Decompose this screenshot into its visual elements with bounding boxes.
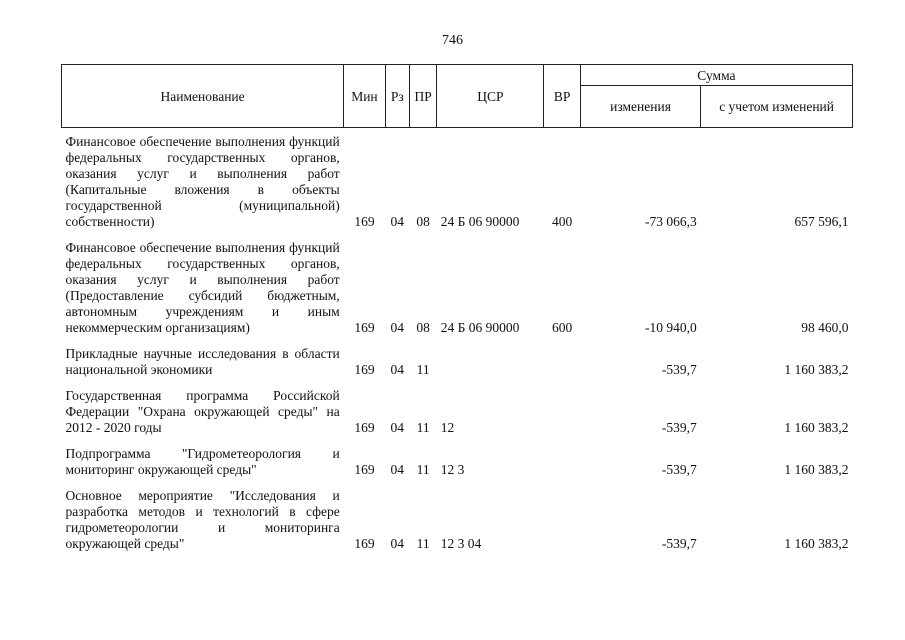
row-changes: -10 940,0 <box>644 320 697 335</box>
row-csr: 12 3 04 <box>440 536 482 551</box>
table-row <box>62 232 853 338</box>
row-vr <box>544 480 580 554</box>
row-csr: 24 Б 06 90000 <box>440 320 520 335</box>
row-changes: -539,7 <box>661 462 697 477</box>
row-rz: 04 <box>390 462 405 477</box>
table-row <box>62 128 853 233</box>
row-min: 169 <box>354 362 375 377</box>
table-row <box>62 380 853 438</box>
header-pr: ПР <box>409 65 436 128</box>
row-csr: 24 Б 06 90000 <box>440 214 520 229</box>
row-name: Финансовое обеспечение выполнения функций федеральных государственных органов, оказания услуг и выполнения работ (Капитальные вложения в объекты государственной (муниципальной) собственности) <box>65 134 340 229</box>
header-name: Наименование <box>62 65 344 128</box>
row-name: Прикладные научные исследования в области национальной экономики <box>65 346 340 377</box>
row-csr: 12 3 <box>440 462 465 477</box>
row-changes: -539,7 <box>661 362 697 377</box>
budget-table <box>61 64 853 554</box>
header-changes: изменения <box>580 86 700 128</box>
table-row <box>62 480 853 554</box>
row-vr <box>544 338 580 380</box>
page-number: 746 <box>442 33 463 48</box>
row-with-changes: 1 160 383,2 <box>784 462 849 477</box>
row-csr: 12 <box>440 420 455 435</box>
row-with-changes: 1 160 383,2 <box>784 420 849 435</box>
row-vr <box>544 380 580 438</box>
row-changes: -73 066,3 <box>644 214 697 229</box>
table-header <box>62 65 853 128</box>
row-pr: 08 <box>416 214 430 229</box>
row-changes: -539,7 <box>661 420 697 435</box>
row-rz: 04 <box>390 362 405 377</box>
row-vr: 600 <box>552 320 573 335</box>
header-csr: ЦСР <box>437 65 544 128</box>
table-row <box>62 438 853 480</box>
row-with-changes: 1 160 383,2 <box>784 362 849 377</box>
row-min: 169 <box>354 536 375 551</box>
row-changes: -539,7 <box>661 536 697 551</box>
header-with-changes: с учетом изменений <box>701 86 853 128</box>
row-min: 169 <box>354 420 375 435</box>
row-csr <box>437 338 544 380</box>
row-pr: 11 <box>416 420 430 435</box>
row-pr: 08 <box>416 320 430 335</box>
row-min: 169 <box>354 462 375 477</box>
row-pr: 11 <box>416 536 430 551</box>
header-rz: Рз <box>385 65 409 128</box>
row-with-changes: 98 460,0 <box>801 320 849 335</box>
header-vr: ВР <box>544 65 580 128</box>
row-name: Подпрограмма "Гидрометеорология и мониторинг окружающей среды" <box>65 446 340 477</box>
row-name: Основное мероприятие "Исследования и разработка методов и технологий в сфере гидрометеорологии и мониторинга окружающей среды" <box>65 488 340 551</box>
row-vr <box>544 438 580 480</box>
row-name: Финансовое обеспечение выполнения функций федеральных государственных органов, оказания услуг и выполнения работ (Предоставление субсидий бюджетным, автономным учреждениям и иным некоммерческим организациям) <box>65 240 340 335</box>
row-with-changes: 1 160 383,2 <box>784 536 849 551</box>
row-vr: 400 <box>552 214 573 229</box>
row-min: 169 <box>354 320 375 335</box>
table-row <box>62 338 853 380</box>
row-rz: 04 <box>390 214 405 229</box>
row-rz: 04 <box>390 320 405 335</box>
row-min: 169 <box>354 214 375 229</box>
header-min: Мин <box>344 65 385 128</box>
row-pr: 11 <box>416 362 430 377</box>
row-pr: 11 <box>416 462 430 477</box>
row-rz: 04 <box>390 420 405 435</box>
row-name: Государственная программа Российской Федерации "Охрана окружающей среды" на 2012 - 2020 годы <box>65 388 340 435</box>
row-with-changes: 657 596,1 <box>794 214 849 229</box>
header-sum: Сумма <box>580 65 852 86</box>
row-rz: 04 <box>390 536 405 551</box>
